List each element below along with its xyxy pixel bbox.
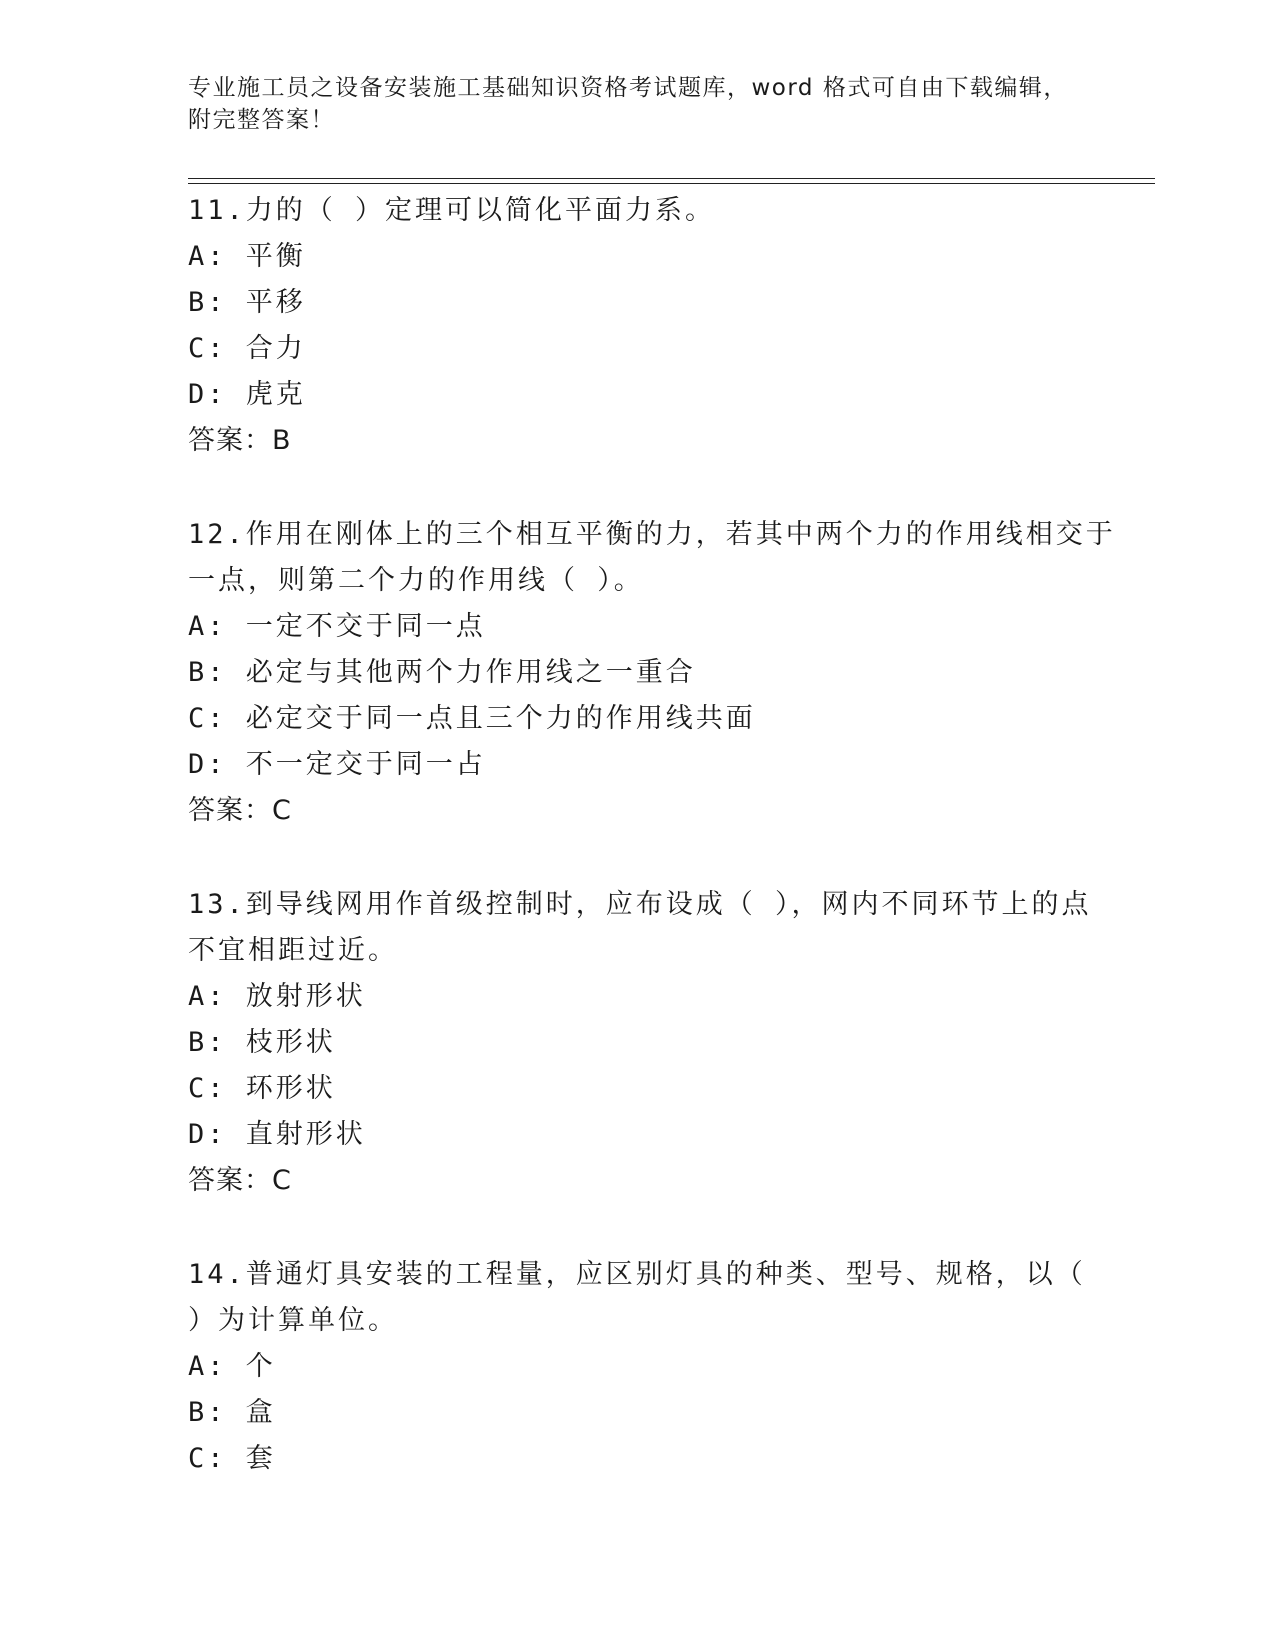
header-divider-bottom — [188, 183, 1155, 184]
option-d: D: 直射形状 — [188, 1119, 366, 1150]
question-text-line-2: 一点，则第二个力的作用线（ ）。 — [188, 565, 644, 596]
option-b: B: 必定与其他两个力作用线之一重合 — [188, 657, 696, 688]
answer: 答案：B — [188, 425, 292, 456]
document-header — [188, 72, 1088, 136]
header-divider-top — [188, 178, 1155, 179]
header-line-2: 附完整答案！ — [188, 107, 335, 133]
question-11 — [188, 188, 1088, 464]
question-14 — [188, 1252, 1088, 1482]
question-text: 11.力的（ ）定理可以简化平面力系。 — [188, 195, 716, 226]
option-a: A: 一定不交于同一点 — [188, 611, 486, 642]
option-c: C: 套 — [188, 1443, 276, 1474]
spacer — [188, 1204, 1088, 1252]
option-c: C: 合力 — [188, 333, 306, 364]
option-b: B: 盒 — [188, 1397, 276, 1428]
spacer — [188, 464, 1088, 512]
answer: 答案：C — [188, 795, 292, 826]
option-b: B: 枝形状 — [188, 1027, 336, 1058]
option-a: A: 平衡 — [188, 241, 306, 272]
option-b: B: 平移 — [188, 287, 306, 318]
question-text-line-2: ）为计算单位。 — [188, 1305, 398, 1336]
option-c: C: 环形状 — [188, 1073, 336, 1104]
option-a: A: 个 — [188, 1351, 276, 1382]
header-line-1: 专业施工员之设备安装施工基础知识资格考试题库，word 格式可自由下载编辑， — [188, 75, 1068, 101]
option-d: D: 虎克 — [188, 379, 306, 410]
question-12 — [188, 512, 1116, 834]
question-text-line-1: 12.作用在刚体上的三个相互平衡的力，若其中两个力的作用线相交于 — [188, 519, 1116, 550]
question-13 — [188, 882, 1092, 1204]
answer: 答案：C — [188, 1165, 292, 1196]
option-c: C: 必定交于同一点且三个力的作用线共面 — [188, 703, 756, 734]
question-text-line-1: 14.普通灯具安装的工程量，应区别灯具的种类、型号、规格，以（ — [188, 1259, 1086, 1290]
spacer — [188, 834, 1088, 882]
question-text-line-2: 不宜相距过近。 — [188, 935, 398, 966]
option-d: D: 不一定交于同一占 — [188, 749, 486, 780]
question-list — [188, 188, 1116, 1482]
option-a: A: 放射形状 — [188, 981, 366, 1012]
question-text-line-1: 13.到导线网用作首级控制时，应布设成（ ），网内不同环节上的点 — [188, 889, 1092, 920]
